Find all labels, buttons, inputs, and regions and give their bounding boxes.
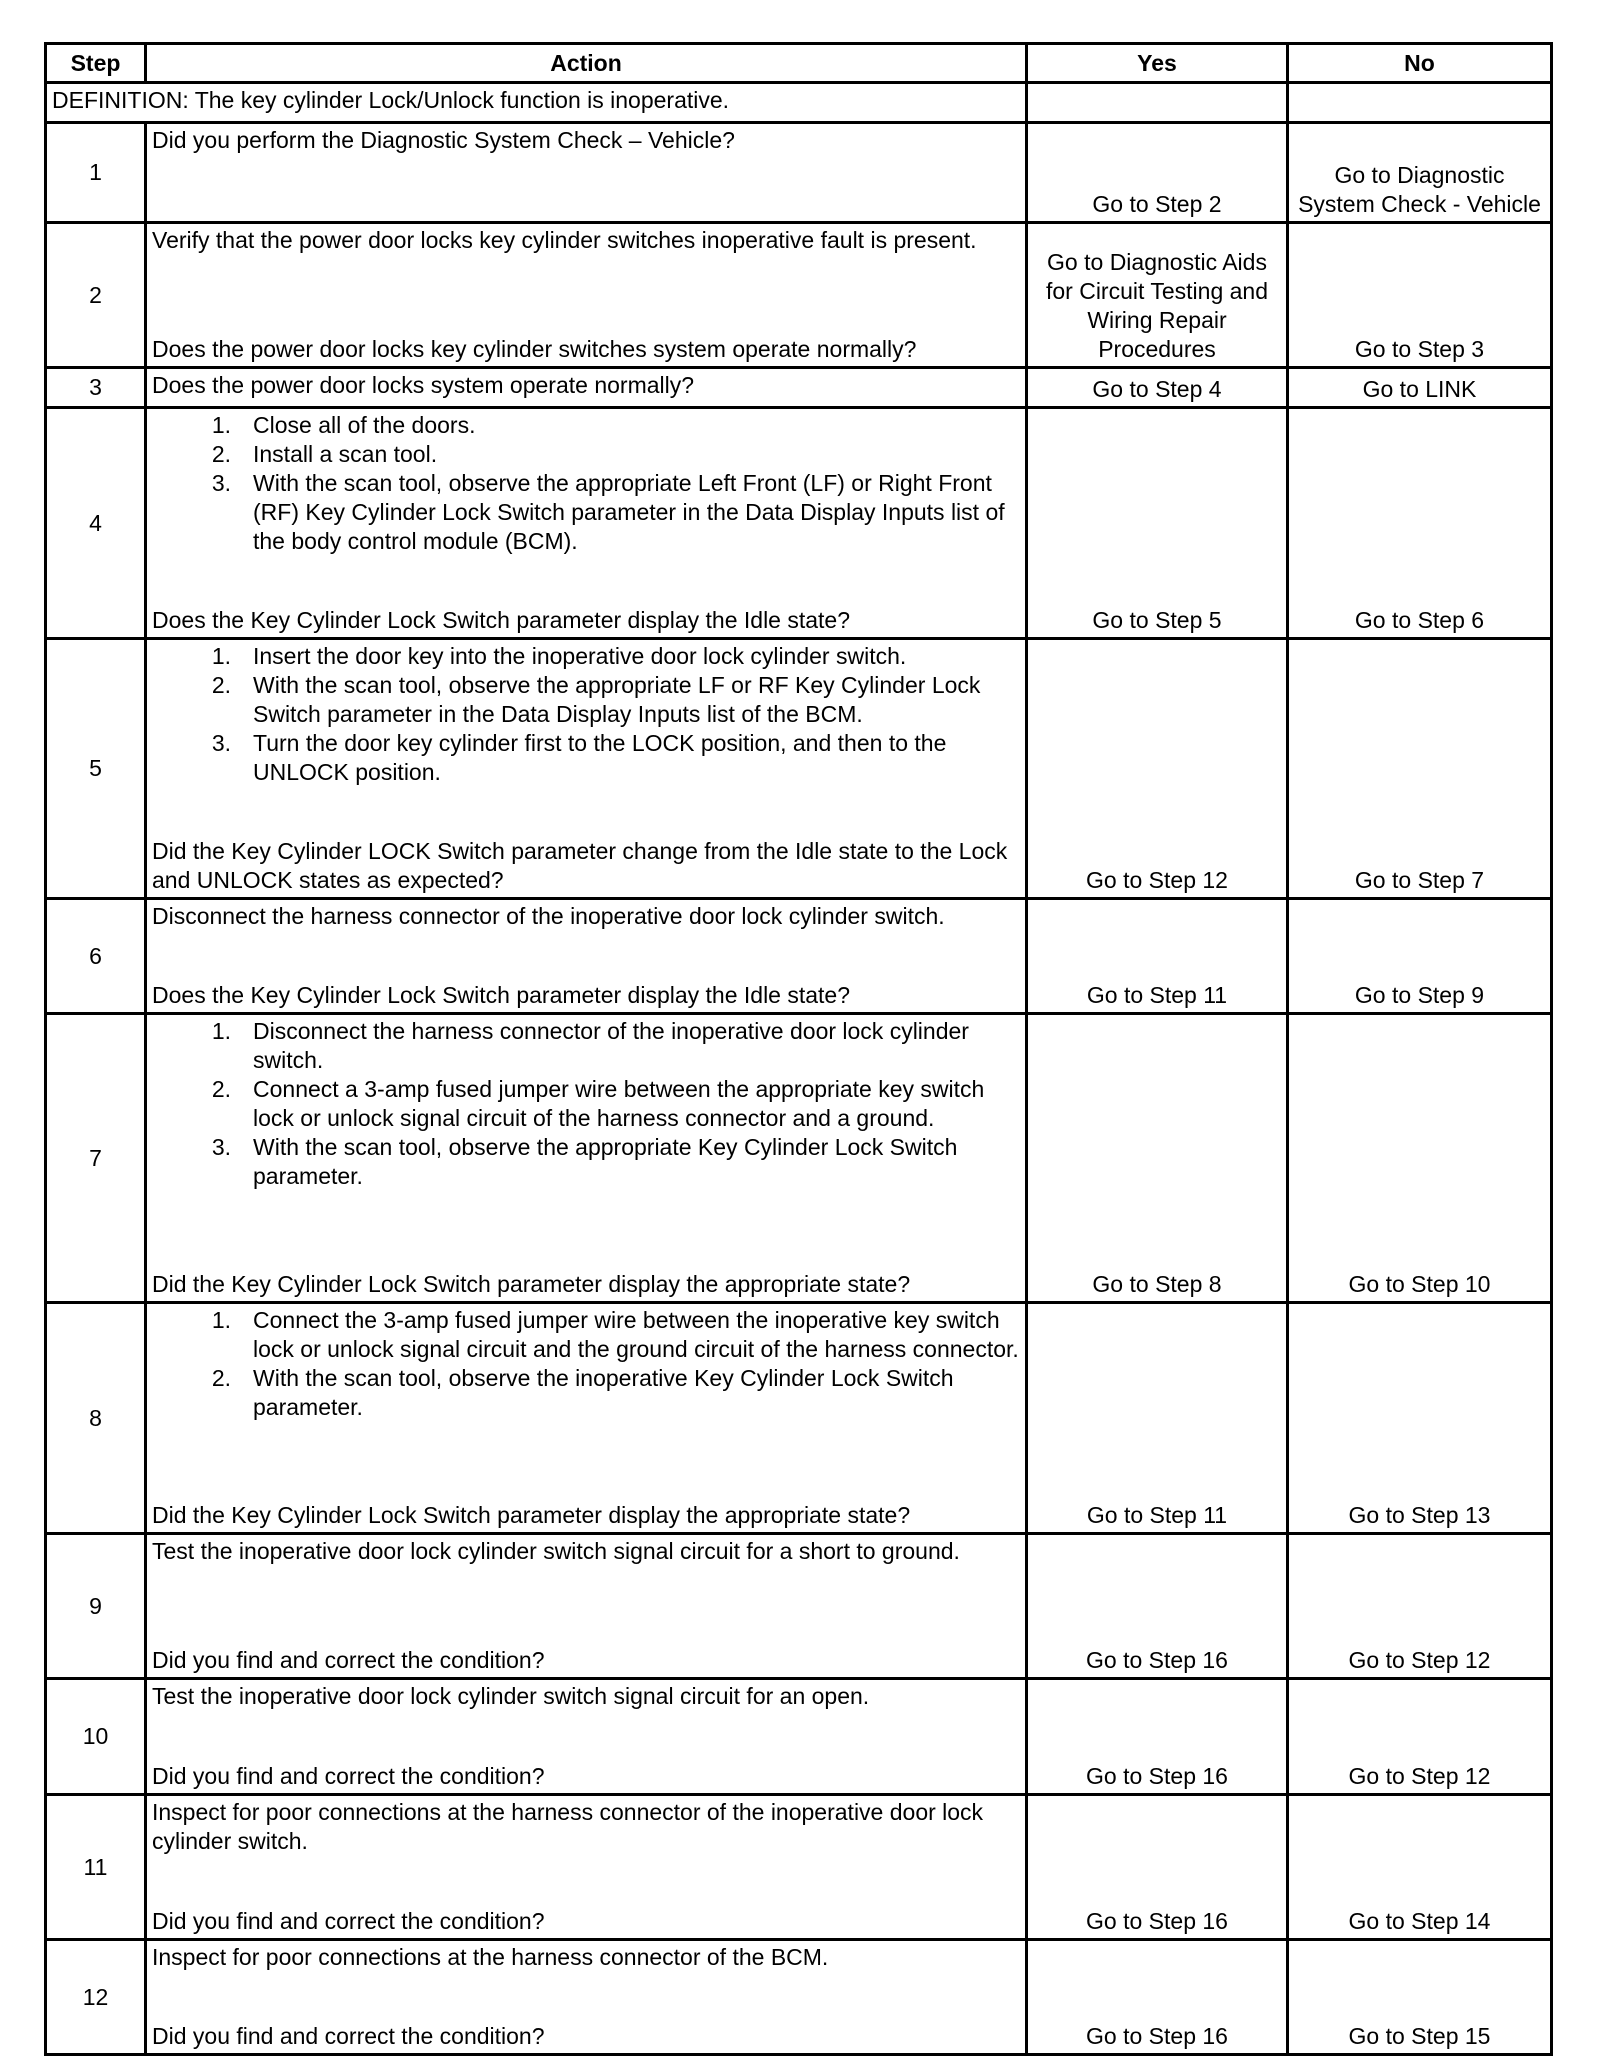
step-number: 5	[46, 639, 146, 899]
procedure-list	[152, 411, 1020, 556]
table-row	[46, 1303, 1552, 1534]
procedure-list	[152, 1017, 1020, 1191]
table-row	[46, 123, 1552, 223]
table-row	[46, 1940, 1552, 2055]
yes-result: Go to Step 11	[1027, 1303, 1288, 1534]
action-text: Did you perform the Diagnostic System Check – Vehicle?	[146, 123, 1027, 223]
procedure-item: 2. With the scan tool, observe the appropriate LF or RF Key Cylinder Lock Switch parameter in the Data Display Inputs list of the BCM.	[211, 672, 981, 727]
no-result: Go to Step 13	[1288, 1303, 1552, 1534]
definition-yes-cell	[1027, 83, 1288, 123]
action-cell	[146, 408, 1027, 639]
action-question: Does the power door locks key cylinder switches system operate normally?	[152, 336, 917, 362]
procedure-list	[152, 642, 1020, 787]
yes-result: Go to Step 12	[1027, 639, 1288, 899]
no-result: Go to Step 15	[1288, 1940, 1552, 2055]
definition-row	[46, 83, 1552, 123]
no-result: Go to Step 7	[1288, 639, 1552, 899]
action-cell	[146, 1940, 1027, 2055]
action-cell	[146, 1534, 1027, 1679]
table-row	[46, 1014, 1552, 1303]
procedure-item: 1. Close all of the doors.	[211, 412, 476, 438]
definition-text: DEFINITION: The key cylinder Lock/Unlock function is inoperative.	[46, 83, 1027, 123]
no-result: Go to Step 12	[1288, 1534, 1552, 1679]
header-row	[46, 44, 1552, 83]
procedure-item: 2. With the scan tool, observe the inoperative Key Cylinder Lock Switch parameter.	[211, 1365, 954, 1420]
step-number: 10	[46, 1679, 146, 1795]
step-number: 1	[46, 123, 146, 223]
diagnostic-table	[44, 42, 1553, 2056]
action-text: Test the inoperative door lock cylinder switch signal circuit for a short to ground.	[152, 1538, 960, 1564]
action-question: Did the Key Cylinder Lock Switch parameter display the appropriate state?	[152, 1502, 911, 1528]
table-row	[46, 899, 1552, 1014]
table-row	[46, 1679, 1552, 1795]
no-result: Go to Step 9	[1288, 899, 1552, 1014]
table-row	[46, 223, 1552, 368]
definition-no-cell	[1288, 83, 1552, 123]
yes-result: Go to Step 16	[1027, 1534, 1288, 1679]
header-no: No	[1288, 44, 1552, 83]
action-cell	[146, 223, 1027, 368]
yes-result: Go to Step 16	[1027, 1795, 1288, 1940]
procedure-item: 1. Disconnect the harness connector of the inoperative door lock cylinder switch.	[211, 1018, 969, 1073]
procedure-item: 3. With the scan tool, observe the appropriate Left Front (LF) or Right Front (RF) Key Cylinder Lock Switch parameter in the Data Display Inputs list of the body control module (BCM).	[211, 470, 1005, 554]
procedure-item: 2. Install a scan tool.	[211, 441, 438, 467]
procedure-item: 3. With the scan tool, observe the appropriate Key Cylinder Lock Switch parameter.	[211, 1134, 958, 1189]
table-row	[46, 368, 1552, 408]
action-question: Did the Key Cylinder LOCK Switch parameter change from the Idle state to the Lock and UNLOCK states as expected?	[152, 838, 1008, 893]
no-result: Go to Step 3	[1288, 223, 1552, 368]
step-number: 2	[46, 223, 146, 368]
yes-result: Go to Step 2	[1027, 123, 1288, 223]
action-cell	[146, 1303, 1027, 1534]
action-text: Inspect for poor connections at the harness connector of the BCM.	[152, 1944, 829, 1970]
action-question: Did the Key Cylinder Lock Switch parameter display the appropriate state?	[152, 1271, 911, 1297]
procedure-list	[152, 1306, 1020, 1422]
yes-result: Go to Step 4	[1027, 368, 1288, 408]
step-number: 11	[46, 1795, 146, 1940]
action-cell	[146, 1795, 1027, 1940]
no-result: Go to Step 14	[1288, 1795, 1552, 1940]
action-text: Does the power door locks system operate normally?	[146, 368, 1027, 408]
step-number: 9	[46, 1534, 146, 1679]
header-yes: Yes	[1027, 44, 1288, 83]
header-action: Action	[146, 44, 1027, 83]
no-result: Go to Step 12	[1288, 1679, 1552, 1795]
yes-result: Go to Step 16	[1027, 1679, 1288, 1795]
procedure-item: 3. Turn the door key cylinder first to the LOCK position, and then to the UNLOCK position.	[211, 730, 947, 785]
action-cell	[146, 639, 1027, 899]
no-result: Go to LINK	[1288, 368, 1552, 408]
no-result: Go to Step 6	[1288, 408, 1552, 639]
table-row	[46, 1534, 1552, 1679]
procedure-item: 2. Connect a 3-amp fused jumper wire between the appropriate key switch lock or unlock signal circuit of the harness connector and a ground.	[211, 1076, 985, 1131]
step-number: 4	[46, 408, 146, 639]
yes-result: Go to Diagnostic Aids for Circuit Testing and Wiring Repair Procedures	[1027, 223, 1288, 368]
action-question: Does the Key Cylinder Lock Switch parameter display the Idle state?	[152, 982, 851, 1008]
yes-result: Go to Step 8	[1027, 1014, 1288, 1303]
yes-result: Go to Step 5	[1027, 408, 1288, 639]
action-cell	[146, 1014, 1027, 1303]
action-question: Did you find and correct the condition?	[152, 1908, 545, 1934]
action-cell	[146, 1679, 1027, 1795]
procedure-item: 1. Insert the door key into the inoperative door lock cylinder switch.	[211, 643, 907, 669]
no-result: Go to Diagnostic System Check - Vehicle	[1288, 123, 1552, 223]
table-row	[46, 639, 1552, 899]
action-question: Did you find and correct the condition?	[152, 2023, 545, 2049]
action-text: Test the inoperative door lock cylinder switch signal circuit for an open.	[152, 1683, 870, 1709]
yes-result: Go to Step 11	[1027, 899, 1288, 1014]
procedure-item: 1. Connect the 3-amp fused jumper wire between the inoperative key switch lock or unlock signal circuit and the ground circuit of the harness connector.	[211, 1307, 1019, 1362]
table-row	[46, 408, 1552, 639]
step-number: 8	[46, 1303, 146, 1534]
step-number: 3	[46, 368, 146, 408]
step-number: 6	[46, 899, 146, 1014]
no-result: Go to Step 10	[1288, 1014, 1552, 1303]
action-text: Inspect for poor connections at the harness connector of the inoperative door lock cylinder switch.	[152, 1799, 984, 1854]
step-number: 12	[46, 1940, 146, 2055]
action-question: Does the Key Cylinder Lock Switch parameter display the Idle state?	[152, 607, 851, 633]
header-step: Step	[46, 44, 146, 83]
action-question: Did you find and correct the condition?	[152, 1647, 545, 1673]
yes-result: Go to Step 16	[1027, 1940, 1288, 2055]
action-cell	[146, 899, 1027, 1014]
action-question: Did you find and correct the condition?	[152, 1763, 545, 1789]
step-number: 7	[46, 1014, 146, 1303]
table-row	[46, 1795, 1552, 1940]
action-text: Verify that the power door locks key cylinder switches inoperative fault is present.	[152, 227, 977, 253]
action-text: Disconnect the harness connector of the inoperative door lock cylinder switch.	[152, 903, 945, 929]
